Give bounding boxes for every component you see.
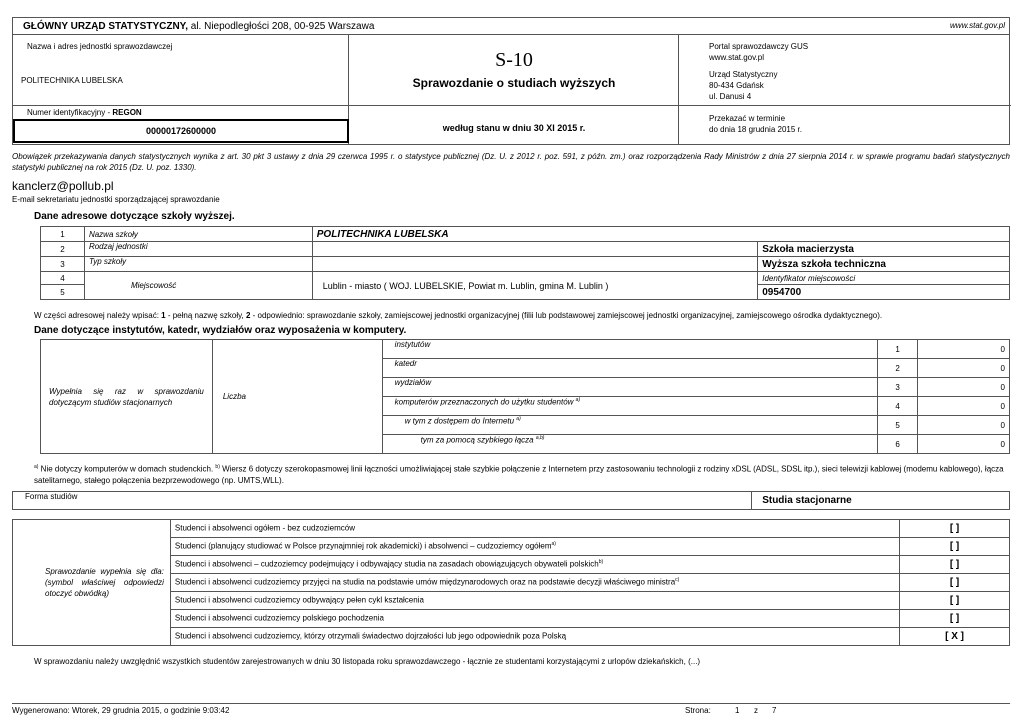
scope-mark[interactable]: [ ] [900, 538, 1010, 556]
row-value: 0 [918, 340, 1010, 359]
institutes-left-label: Wypełnia się raz w sprawozdaniu dotyczącym studiów stacjonarnych [41, 340, 213, 454]
table-row[interactable] [13, 520, 1010, 538]
row-value: 0 [918, 416, 1010, 435]
row-value: 0 [918, 378, 1010, 397]
students-note: W sprawozdaniu należy uwzględnić wszystkich studentów zarejestrowanych w dniu 30 listopada roku sprawozdawczego - łącznie ze studentami korzystającymi z urlopów dziekańskich, (...) [34, 657, 701, 666]
row-number: 3 [41, 257, 85, 272]
row-label: w tym z dostępem do Internetu $^{a)}$ [382, 416, 877, 435]
page-number: 1 [735, 706, 740, 715]
page-label: Strona: [685, 706, 711, 715]
section2-title: Dane dotyczące instytutów, katedr, wydziałów oraz wyposażenia w komputery. [34, 325, 407, 336]
header-site: www.stat.gov.pl [950, 21, 1005, 30]
locality-value: Lublin - miasto ( WOJ. LUBELSKIE, Powiat m. Lublin, gmina M. Lublin ) [312, 272, 757, 300]
row-number: 4 [41, 272, 85, 285]
row-number: 2 [41, 242, 85, 257]
generated-timestamp: Wygenerowano: Wtorek, 29 grudnia 2015, o godzinie 9:03:42 [12, 706, 230, 715]
row-number: 5 [878, 416, 918, 435]
form-date: według stanu w dniu 30 XI 2015 r. [442, 123, 586, 133]
computers-footnote: $^{a)}$ Nie dotyczy komputerów w domach studenckich. $^{b)}$ Wiersz 6 dotyczy szerokopasmowej linii łączności umożliwiającej stałe szybkie połączenie z Internetem przy zastosowaniu technologii z rodziny xDSL (ADSL, SDSL itp.), sieci telewizji kablowej (modemu kablowego), łącza satelitarnego, stałego połączenia bezprzewodowego (np. UMTS,WLL). [34, 464, 1004, 485]
row-label: Nazwa szkoły [84, 227, 312, 242]
office-title: GŁÓWNY URZĄD STATYSTYCZNY, al. Niepodległości 208, 00-925 Warszawa [23, 21, 375, 32]
report-scope-table [12, 519, 1010, 646]
scope-mark[interactable]: [ ] [900, 574, 1010, 592]
footer-divider [12, 703, 1010, 704]
email-label: E-mail sekretariatu jednostki sporządzającej sprawozdanie [12, 195, 220, 204]
scope-mark[interactable]: [ ] [900, 556, 1010, 574]
row-number: 5 [41, 285, 85, 300]
table-row [41, 257, 1010, 272]
table-row [41, 227, 1010, 242]
school-name: POLITECHNIKA LUBELSKA [312, 227, 1009, 242]
row-label: Typ szkoły [84, 257, 312, 272]
row-label: Studenci i absolwenci cudzoziemcy polskiego pochodzenia [170, 610, 899, 628]
office-name: Urząd Statystyczny [709, 70, 778, 79]
row-label: katedr [382, 359, 877, 378]
portal-label: Portal sprawozdawczy GUS [709, 42, 809, 51]
row-number: 4 [878, 397, 918, 416]
office-city: 80-434 Gdańsk [709, 81, 764, 90]
count-label: Liczba [212, 340, 382, 454]
study-form-table [12, 491, 1010, 510]
row-value: 0 [918, 435, 1010, 454]
deadline-value: do dnia 18 grudnia 2015 r. [709, 125, 802, 134]
table-row [41, 242, 1010, 257]
row-value: 0 [918, 359, 1010, 378]
email-value: kanclerz@pollub.pl [12, 179, 114, 193]
school-type: Wyższa szkoła techniczna [758, 257, 1010, 272]
row-label: Studenci i absolwenci – cudzoziemcy podejmujący i odbywający studia na zasadach obowiązujących obywateli polskich$^{b)}$ [170, 556, 899, 574]
page-separator: z [754, 706, 758, 715]
address-table [40, 226, 1010, 300]
locality-id: 0954700 [758, 285, 1010, 300]
table-row [41, 272, 1010, 285]
office-street: ul. Danusi 4 [709, 92, 752, 101]
row-label: komputerów przeznaczonych do użytku studentów $^{a)}$ [382, 397, 877, 416]
row-label: tym za pomocą szybkiego łącza $^{a,b)}$ [382, 435, 877, 454]
row-label: Studenci i absolwenci cudzoziemcy przyjęci na studia na podstawie umów międzynarodowych oraz na podstawie decyzji właściwego ministra$^{c)}$ [170, 574, 899, 592]
obligation-text: Obowiązek przekazywania danych statystycznych wynika z art. 30 pkt 3 ustawy z dnia 29 czerwca 1995 r. o statystyce publicznej (Dz. U. z 2012 r. poz. 591, z późn. zm.) oraz rozporządzenia Rady Ministrów z dnia 27 sierpnia 2014 r. w sprawie programu badań statystycznych statystyki publicznej na rok 2015 (Dz. U. poz. 1330). [12, 152, 1010, 172]
table-row [41, 340, 1010, 359]
unit-label: Nazwa i adres jednostki sprawozdawczej [27, 42, 173, 51]
scope-mark-selected[interactable]: [ X ] [900, 628, 1010, 646]
regon-value: 00000172600000 [13, 119, 349, 143]
deadline-label: Przekazać w terminie [709, 114, 786, 123]
row-number: 2 [878, 359, 918, 378]
portal-column [679, 35, 1011, 145]
scope-mark[interactable]: [ ] [900, 520, 1010, 538]
address-note: W części adresowej należy wpisać: 1 - pełną nazwę szkoły, 2 - odpowiednio: sprawozdanie szkoły, zamiejscowej jednostki organizacyjnej (filii lub podstawowej zamiejscowej jednostki organizacyjnej, zamiejscowego ośrodka dydaktycznego). [34, 311, 883, 320]
row-label: Studenci i absolwenci cudzoziemcy odbywający pełen cykl kształcenia [170, 592, 899, 610]
unit-name: POLITECHNIKA LUBELSKA [21, 76, 123, 85]
portal-url[interactable]: www.stat.gov.pl [709, 53, 764, 62]
unit-column [13, 35, 349, 145]
locality-label: Miejscowość [84, 272, 312, 300]
header-bar [12, 17, 1010, 35]
row-value: 0 [918, 397, 1010, 416]
section1-title: Dane adresowe dotyczące szkoły wyższej. [34, 211, 235, 222]
scope-left-label: Sprawozdanie wypełnia się dla: (symbol właściwej odpowiedzi otoczyć obwódką) [13, 520, 171, 646]
row-label: Studenci (planujący studiować w Polsce przynajmniej rok akademicki) i absolwenci – cudzoziemcy ogółem$^{a)}$ [170, 538, 899, 556]
form-title: Sprawozdanie o studiach wyższych [412, 76, 616, 90]
row-label: Studenci i absolwenci cudzoziemcy, którzy otrzymali świadectwo dojrzałości lub jego odpowiednik poza Polską [170, 628, 899, 646]
regon-label: Numer identyfikacyjny - REGON [27, 108, 142, 117]
row-number: 3 [878, 378, 918, 397]
study-form-label: Forma studiów [13, 492, 752, 510]
row-number: 1 [878, 340, 918, 359]
institutes-table [40, 339, 1010, 454]
row-number: 6 [878, 435, 918, 454]
row-label: Studenci i absolwenci ogółem - bez cudzoziemców [170, 520, 899, 538]
row-label: wydziałów [382, 378, 877, 397]
form-header [12, 35, 1010, 145]
scope-mark[interactable]: [ ] [900, 610, 1010, 628]
page-total: 7 [772, 706, 777, 715]
row-label: instytutów [382, 340, 877, 359]
study-form-value: Studia stacjonarne [752, 492, 1010, 510]
row-label: Rodzaj jednostki [84, 242, 312, 257]
form-title-column [349, 35, 679, 145]
form-code: S-10 [495, 49, 533, 71]
unit-type: Szkoła macierzysta [758, 242, 1010, 257]
locality-id-label: Identyfikator miejscowości [758, 272, 1010, 285]
row-number: 1 [41, 227, 85, 242]
scope-mark[interactable]: [ ] [900, 592, 1010, 610]
